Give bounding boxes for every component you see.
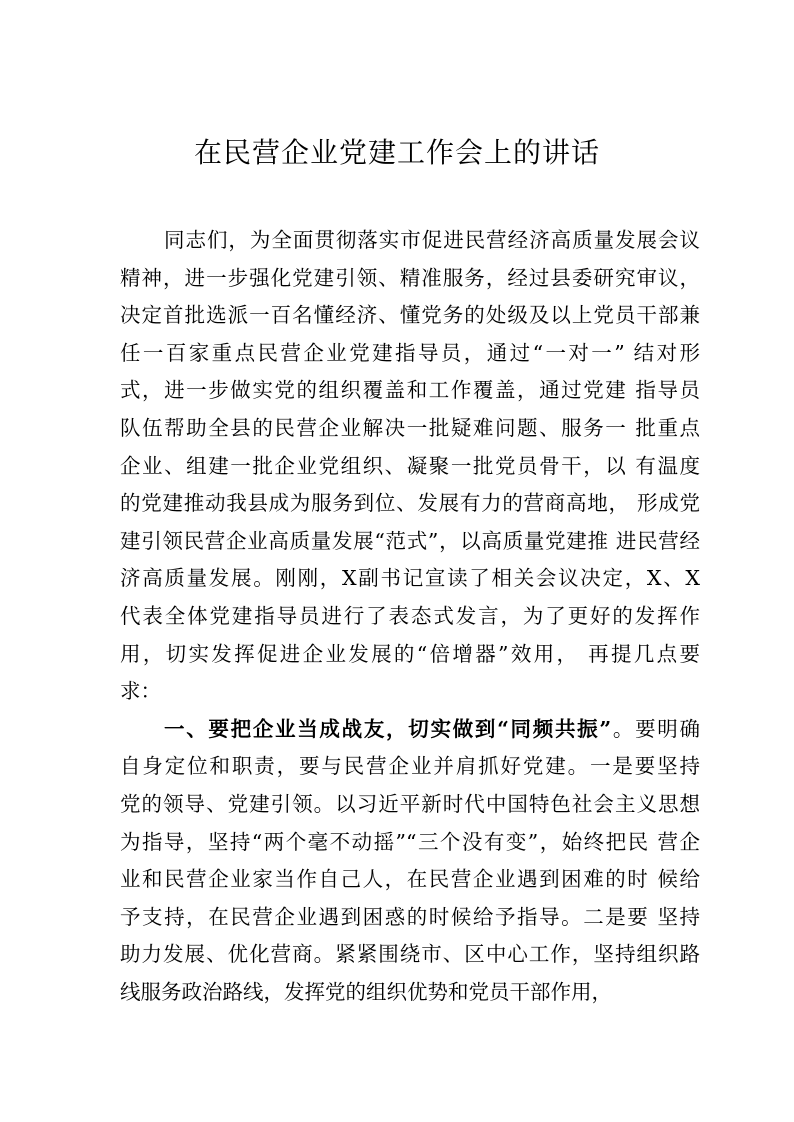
paragraph-line: 的党建推动我县成为服务到位、发展有力的营商高地， 形成党 (120, 491, 700, 516)
paragraph-line: 精神，进一步强化党建引领、精准服务，经过县委研究审议， (120, 265, 700, 290)
paragraph-line: 式，进一步做实党的组织覆盖和工作覆盖，通过党建 指导员 (120, 378, 700, 403)
paragraph-line: 党的领导、党建引领。以习近平新时代中国特色社会主义思想 (120, 791, 700, 816)
paragraph-line: 代表全体党建指导员进行了表态式发言，为了更好的发挥作 (120, 603, 700, 628)
section-heading-tail: 。要明确 (611, 716, 700, 741)
section-heading: 一、要把企业当成战友，切实做到“同频共振” (164, 716, 612, 741)
document-body (120, 222, 700, 1011)
paragraph-line: 予支持，在民营企业遇到困惑的时候给予指导。二是要 坚持 (120, 904, 700, 929)
paragraph-line: 线服务政治路线，发挥党的组织优势和党员干部作用， (120, 979, 612, 1004)
paragraph-opening (120, 222, 700, 711)
paragraph-line: 自身定位和职责，要与民营企业并肩抓好党建。一是要坚持 (120, 754, 700, 779)
paragraph-line: 为指导，坚持“两个毫不动摇”“三个没有变”，始终把民 营企 (120, 829, 700, 854)
document-title: 在民营企业党建工作会上的讲话 (193, 136, 600, 169)
paragraph-line: 建引领民营企业高质量发展“范式”，以高质量党建推 进民营经 (120, 528, 700, 553)
paragraph-line: 济高质量发展。刚刚，X副书记宣读了相关会议决定，X、X (120, 566, 700, 591)
section-heading-line (120, 711, 700, 749)
section-1 (120, 711, 700, 1012)
paragraph-line: 决定首批选派一百名懂经济、懂党务的处级及以上党员干部兼 (120, 303, 700, 328)
paragraph-line: 助力发展、优化营商。紧紧围绕市、区中心工作，坚持组织路 (120, 942, 700, 967)
paragraph-line: 求： (120, 679, 161, 704)
paragraph-line: 任一百家重点民营企业党建指导员，通过“一对一” 结对形 (120, 340, 700, 365)
paragraph-line: 企业、组建一批企业党组织、凝聚一批党员骨干，以 有温度 (120, 453, 700, 478)
paragraph-line: 业和民营企业家当作自己人，在民营企业遇到困难的时 候给 (120, 867, 700, 892)
paragraph-line: 同志们，为全面贯彻落实市促进民营经济高质量发展会议 (164, 228, 700, 252)
paragraph-line: 用，切实发挥促进企业发展的“倍增器”效用， 再提几点要 (120, 641, 700, 666)
paragraph-line: 队伍帮助全县的民营企业解决一批疑难问题、服务一 批重点 (120, 415, 700, 440)
